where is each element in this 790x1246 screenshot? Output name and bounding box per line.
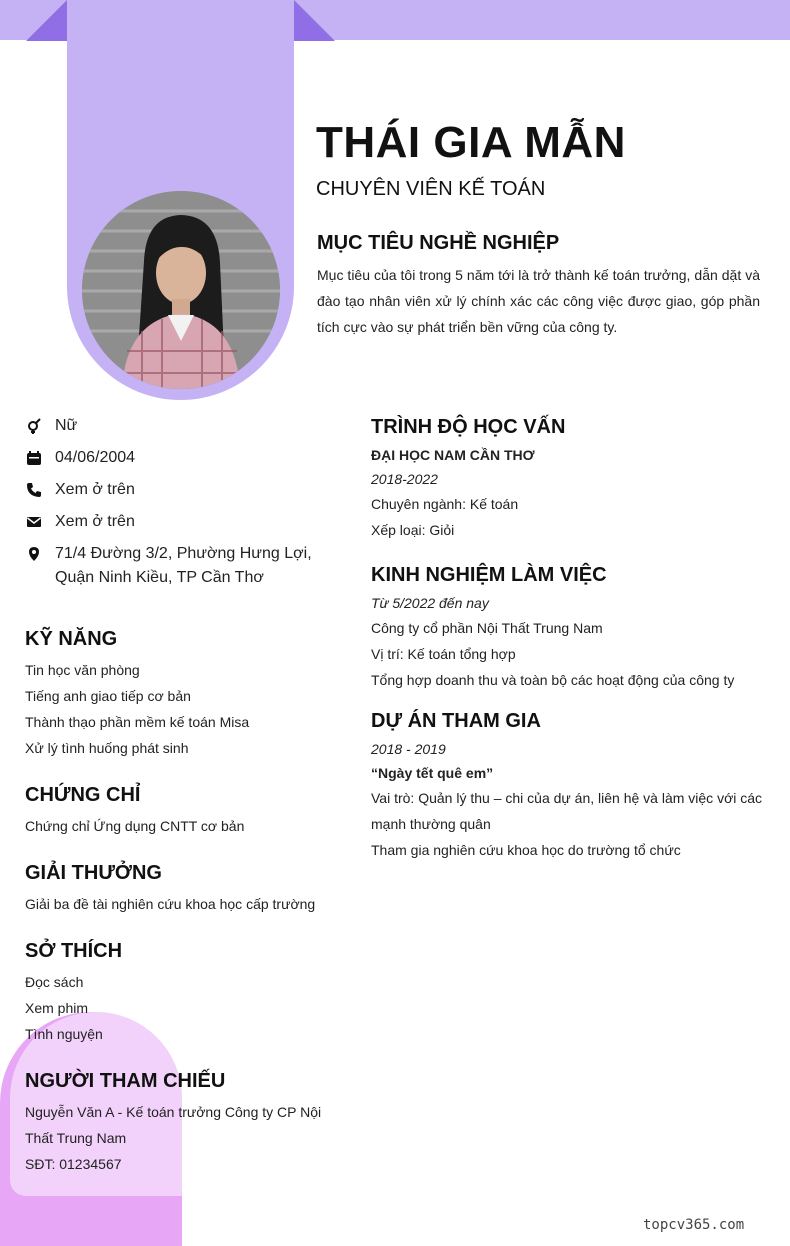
skills-heading: KỸ NĂNG [25,628,118,650]
experience-section [371,564,771,693]
certificates-heading: CHỨNG CHỈ [25,784,141,806]
watermark: topcv365.com [643,1217,745,1233]
list-item: Chứng chỉ Ứng dụng CNTT cơ bản [25,818,245,834]
corner-triangle-left [26,0,67,41]
birthdate-value: 04/06/2004 [55,449,136,466]
education-heading: TRÌNH ĐỘ HỌC VẤN [371,416,566,438]
location-icon [25,542,43,566]
email-value: Xem ở trên [55,513,135,530]
education-major: Chuyên ngành: Kế toán [371,496,519,512]
project-period: 2018 - 2019 [371,741,446,757]
list-item: Tình nguyện [25,1026,103,1042]
calendar-icon [25,446,43,470]
certificates-section [25,784,345,839]
awards-heading: GIẢI THƯỞNG [25,862,162,884]
education-period: 2018-2022 [371,471,438,487]
list-item: Thành thạo phần mềm kế toán Misa [25,714,250,730]
experience-position: Vị trí: Kế toán tổng hợp [371,646,516,662]
address-value: 71/4 Đường 3/2, Phường Hưng Lợi, Quận Ninh Kiều, TP Cần Thơ [55,545,312,586]
hobbies-section [25,940,345,1047]
reference-text: Nguyễn Văn A - Kế toán trưởng Công ty CP Nội Thất Trung Nam [25,1104,322,1146]
list-item: Đọc sách [25,974,84,990]
references-section [25,1070,335,1177]
hobbies-heading: SỞ THÍCH [25,940,123,962]
contact-phone [25,478,345,502]
experience-period: Từ 5/2022 đến nay [371,595,489,611]
list-item: Tiếng anh giao tiếp cơ bản [25,688,191,704]
references-heading: NGƯỜI THAM CHIẾU [25,1070,226,1092]
phone-value: Xem ở trên [55,481,135,498]
project-name: “Ngày tết quê em” [371,765,494,781]
list-item: Xử lý tình huống phát sinh [25,740,189,756]
job-title: CHUYÊN VIÊN KẾ TOÁN [316,178,546,200]
education-section [371,416,771,543]
list-item: Tin học văn phòng [25,662,140,678]
project-extra: Tham gia nghiên cứu khoa học do trường tổ chức [371,842,681,858]
list-item: Xem phim [25,1000,89,1016]
contact-birthdate [25,446,345,470]
profile-photo [82,191,280,389]
education-grade: Xếp loại: Giỏi [371,522,455,538]
contact-gender [25,414,345,438]
contact-email [25,510,345,534]
skills-section [25,628,345,761]
experience-company: Công ty cổ phần Nội Thất Trung Nam [371,620,603,636]
list-item: Giải ba đề tài nghiên cứu khoa học cấp trường [25,896,316,912]
project-role: Vai trò: Quản lý thu – chi của dự án, liên hệ và làm việc với các mạnh thường quân [371,790,763,832]
phone-icon [25,478,43,502]
contact-list [25,414,345,598]
gender-value: Nữ [55,417,78,434]
objective-heading: MỤC TIÊU NGHỀ NGHIỆP [317,232,560,254]
candidate-name: THÁI GIA MẪN [316,118,626,167]
projects-heading: DỰ ÁN THAM GIA [371,710,541,732]
objective-text: Mục tiêu của tôi trong 5 năm tới là trở thành kế toán trưởng, dẫn dặt và đào tạo nhân viên xử lý chính xác các công việc được giao, góp phần tích cực vào sự phát triển bền vững của công ty. [317,267,760,335]
school-name: ĐẠI HỌC NAM CẦN THƠ [371,447,535,463]
projects-section [371,710,771,863]
experience-heading: KINH NGHIỆM LÀM VIỆC [371,564,607,586]
gender-icon [25,414,43,438]
email-icon [25,510,43,534]
reference-phone: SĐT: 01234567 [25,1156,122,1172]
experience-description: Tổng hợp doanh thu và toàn bộ các hoạt động của công ty [371,672,735,688]
awards-section [25,862,345,917]
contact-address [25,542,345,590]
corner-triangle-right [294,0,335,41]
